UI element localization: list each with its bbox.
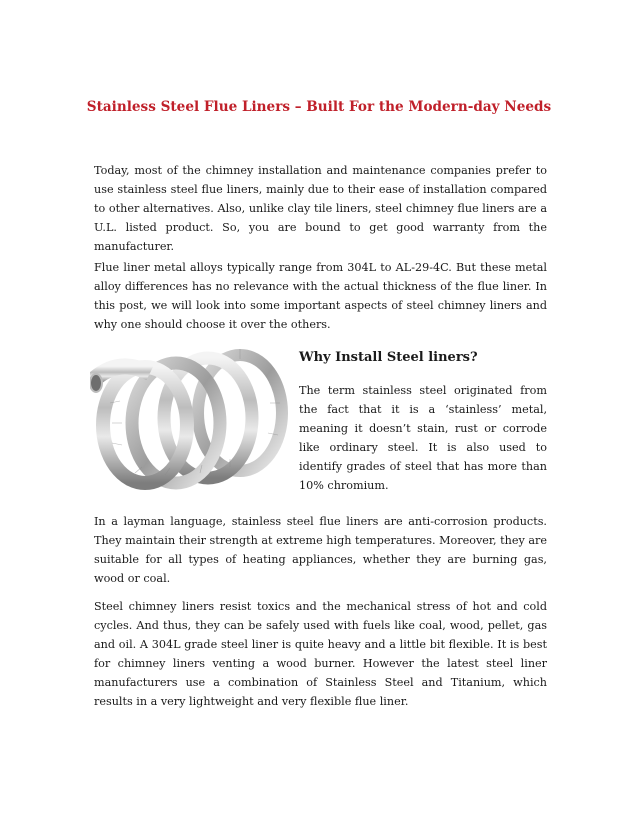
section-paragraph: The term stainless steel originated from the fact that it is a ‘stainless’ metal, meaning it doesn’t stain, rust or corrode like ordinary steel. It is also used to identify grades of steel that has more than 10% chromium. [299,384,547,492]
flue-liner-coil-image [90,343,290,495]
document-title: Stainless Steel Flue Liners – Built For the Modern-day Needs [86,99,552,115]
layman-paragraph: In a layman language, stainless steel flue liners are anti-corrosion products. They maintain their strength at extreme high temperatures. Moreover, they are suitable for all types of heating appliances, whether they are burning gas, wood or coal. [94,515,547,585]
intro-paragraph: Today, most of the chimney installation and maintenance companies prefer to use stainless steel flue liners, mainly due to their ease of installation compared to other alternatives. Also, unlike clay tile liners, steel chimney flue liners are a U.L. listed product. So, you are bound to get good warranty from the manufacturer. [94,164,547,253]
resistance-paragraph: Steel chimney liners resist toxics and the mechanical stress of hot and cold cycles. And thus, they can be safely used with fuels like coal, wood, pellet, gas and oil. A 304L grade steel liner is quite heavy and a little bit flexible. It is best for chimney liners venting a wood burner. However the latest steel liner manufacturers use a combination of Stainless Steel and Titanium, which results in a very lightweight and very flexible flue liner. [94,600,547,708]
section-heading: Why Install Steel liners? [299,350,478,365]
alloy-paragraph: Flue liner metal alloys typically range from 304L to AL-29-4C. But these metal alloy differences has no relevance with the actual thickness of the flue liner. In this post, we will look into some important aspects of steel chimney liners and why one should choose it over the others. [94,261,547,331]
